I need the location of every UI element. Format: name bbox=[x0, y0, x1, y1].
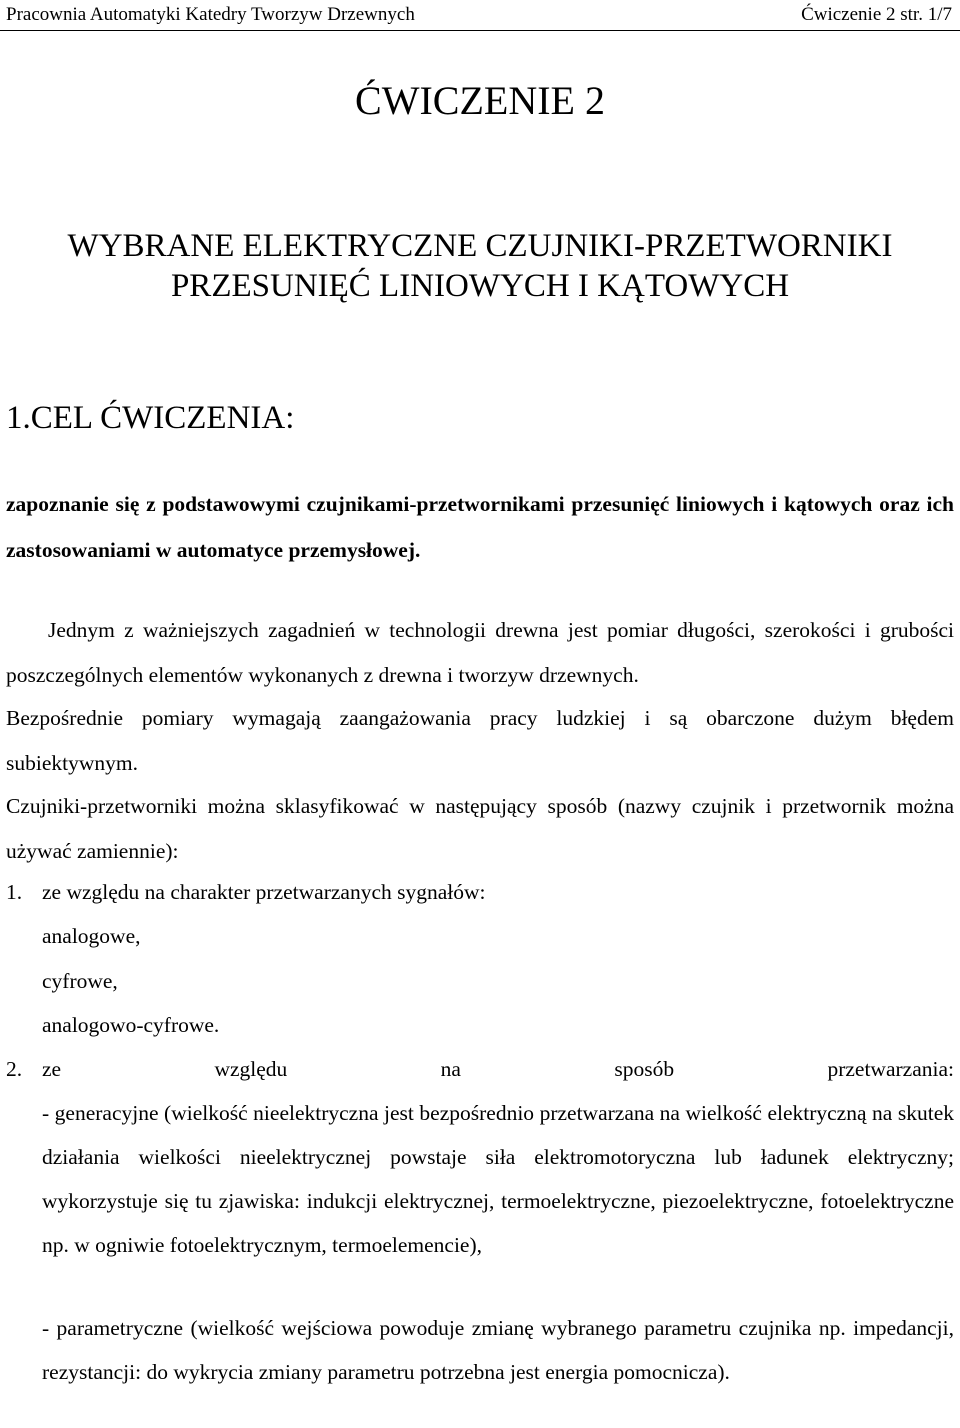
direct-measurement-paragraph: Bezpośrednie pomiary wymagają zaangażowania pracy ludzkiej i są obarczone dużym błędem subiektywnym. bbox=[6, 706, 954, 775]
list-item-1-text: ze względu na charakter przetwarzanych sygnałów: bbox=[42, 880, 486, 904]
section-heading: 1.CEL ĆWICZENIA: bbox=[6, 400, 295, 436]
exercise-title: ĆWICZENIE 2 bbox=[355, 78, 605, 123]
list-item-1-sub-1: analogowe, bbox=[42, 924, 141, 948]
subtitle-line-1: WYBRANE ELEKTRYCZNE CZUJNIKI-PRZETWORNIKI bbox=[67, 228, 893, 264]
list-item-2-number: 2. bbox=[6, 1057, 23, 1081]
aim-paragraph: zapoznanie się z podstawowymi czujnikami-przetwornikami przesunięć liniowych i kątowych oraz ich zastosowaniami w automatyce przemysłowej. bbox=[6, 492, 954, 562]
list-item-2-text: ze względu na sposób przetwarzania: bbox=[42, 1057, 954, 1081]
header-page-number: Ćwiczenie 2 str. 1/7 bbox=[801, 4, 952, 25]
page-header bbox=[0, 0, 960, 31]
intro-paragraph: Jednym z ważniejszych zagadnień w technologii drewna jest pomiar długości, szerokości i grubości poszczególnych elementów wykonanych z drewna i tworzyw drzewnych. bbox=[6, 618, 954, 687]
list-item-1-sub-2: cyfrowe, bbox=[42, 969, 118, 993]
list-item-1-number: 1. bbox=[6, 880, 23, 904]
classification-paragraph: Czujniki-przetworniki można sklasyfikować w następujący sposób (nazwy czujnik i przetwornik można używać zamiennie): bbox=[6, 794, 954, 863]
subtitle-line-2: PRZESUNIĘĆ LINIOWYCH I KĄTOWYCH bbox=[170, 268, 790, 304]
list-item-1-sub-3: analogowo-cyfrowe. bbox=[42, 1013, 220, 1037]
list-item-2-generative: - generacyjne (wielkość nieelektryczna jest bezpośrednio przetwarzana na wielkość elektryczną na skutek działania wielkości nieelektrycznej powstaje siła elektromotoryczna lub ładunek elektryczny; wykorzystuje się tu zjawiska: indukcji elektrycznej, termoelektryczne, piezoelektryczne, fotoelektryczne np. w ogniwie fotoelektrycznym, termoelemencie), bbox=[42, 1101, 954, 1257]
list-item-2-parametric: - parametryczne (wielkość wejściowa powoduje zmianę wybranego parametru czujnika np. impedancji, rezystancji: do wykrycia zmiany parametru potrzebna jest energia pomocnicza). bbox=[42, 1316, 954, 1384]
header-institution: Pracownia Automatyki Katedry Tworzyw Drzewnych bbox=[6, 4, 415, 25]
exercise-subtitle bbox=[0, 226, 960, 306]
